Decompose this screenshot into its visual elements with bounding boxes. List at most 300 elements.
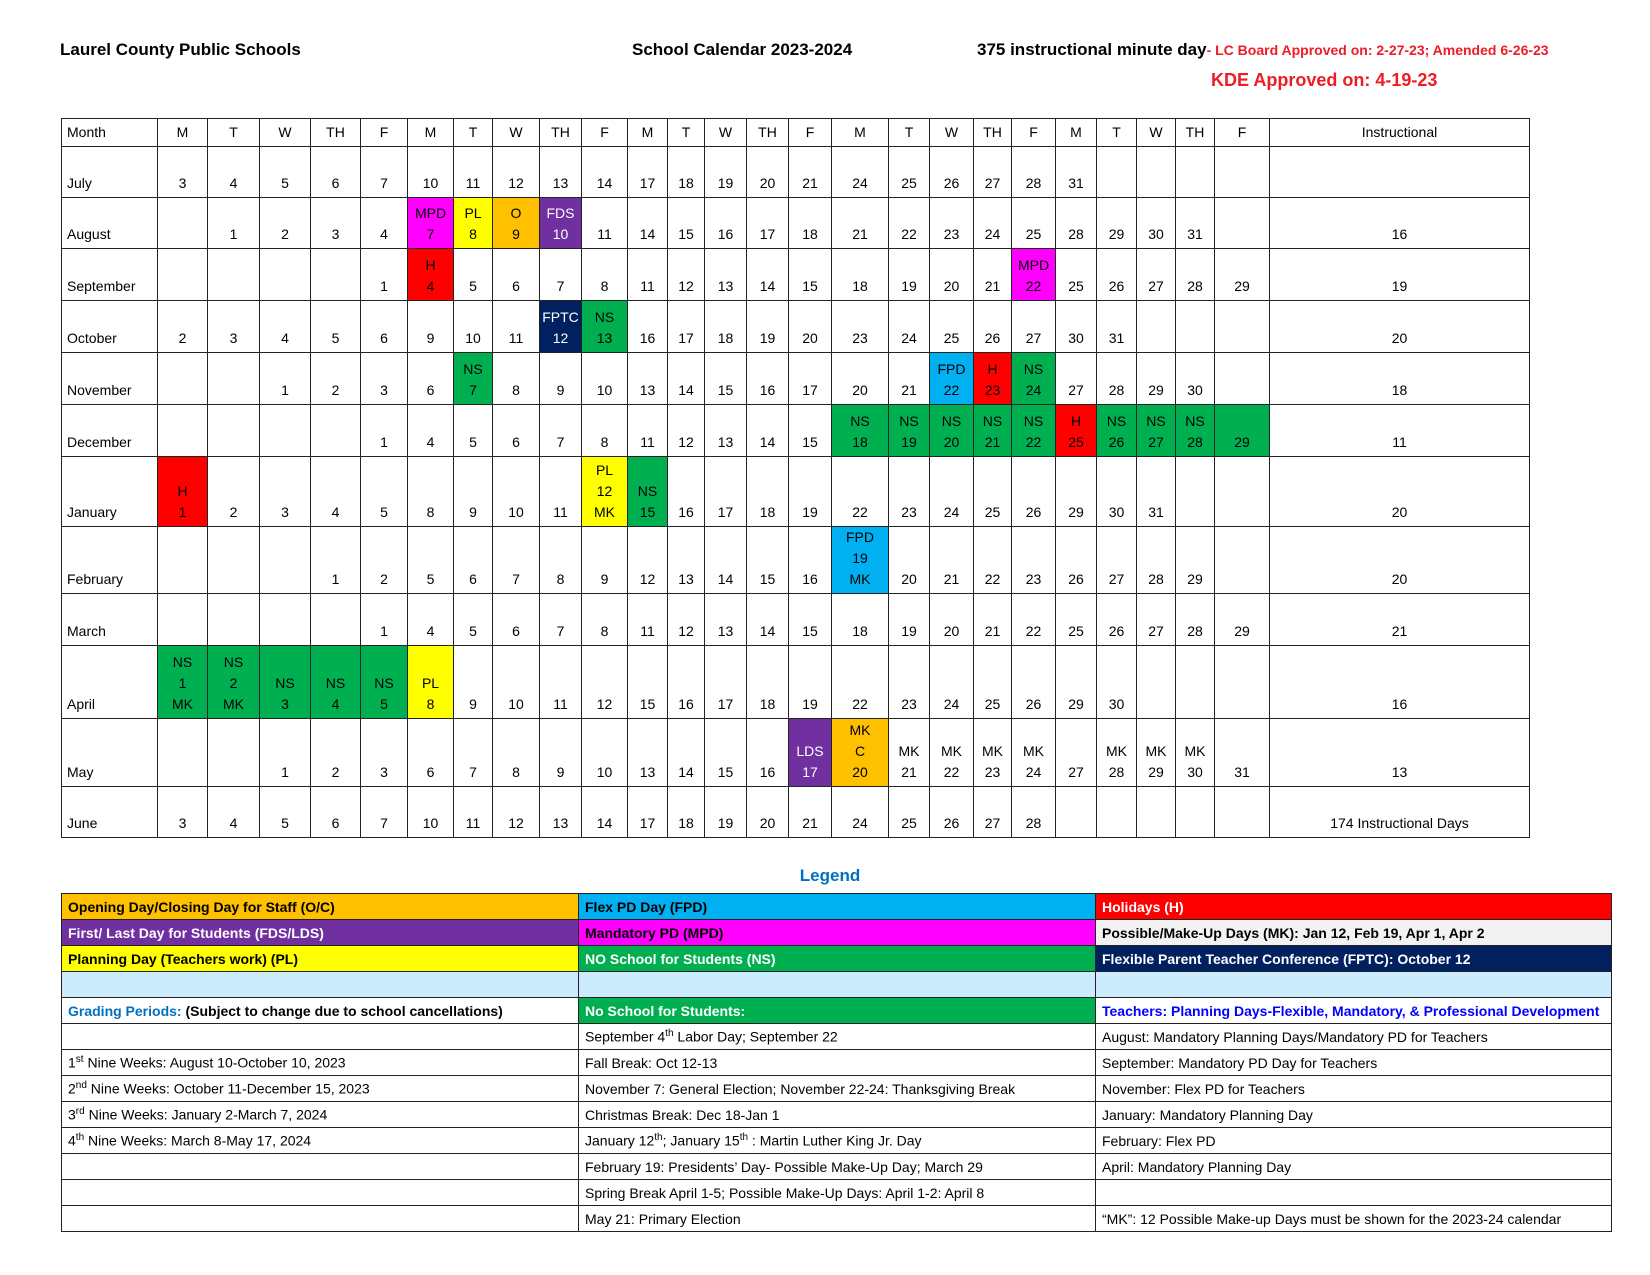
weekday-header: T	[889, 119, 930, 147]
weekday-header: M	[832, 119, 889, 147]
day-cell: 6	[361, 301, 408, 353]
calendar-row-october	[62, 301, 1530, 353]
day-cell: 4	[311, 457, 361, 527]
day-cell: 17	[705, 457, 747, 527]
day-cell: 27	[974, 147, 1012, 198]
day-cell: 6	[454, 527, 493, 594]
day-cell: 6	[311, 147, 361, 198]
instructional-days: 174 Instructional Days	[1270, 787, 1530, 838]
day-cell: 12	[668, 594, 705, 646]
instructional-days: 16	[1270, 646, 1530, 719]
day-cell: 11	[493, 301, 540, 353]
day-cell: 16	[668, 457, 705, 527]
day-cell: 29	[1056, 646, 1097, 719]
day-cell: MPD 7	[408, 198, 454, 249]
day-cell: 31	[1137, 457, 1176, 527]
day-cell: 7	[540, 594, 582, 646]
teachers-heading: Teachers: Planning Days-Flexible, Mandatory, & Professional Development	[1096, 998, 1612, 1024]
day-cell: 24	[889, 301, 930, 353]
day-cell: 5	[260, 787, 311, 838]
day-cell: 7	[361, 787, 408, 838]
grading-label: Grading Periods:	[68, 1002, 182, 1019]
legend-detail-row	[62, 1076, 1612, 1102]
no-school-cell: Christmas Break: Dec 18-Jan 1	[579, 1102, 1096, 1128]
day-cell: 1	[311, 527, 361, 594]
day-cell: MK 23	[974, 719, 1012, 787]
legend-no-school: NO School for Students (NS)	[579, 946, 1096, 972]
day-cell: 1	[361, 405, 408, 457]
day-cell: 26	[1097, 594, 1137, 646]
weekday-header: M	[408, 119, 454, 147]
legend-key-row	[62, 946, 1612, 972]
day-cell: 19	[789, 457, 832, 527]
day-cell	[208, 527, 260, 594]
day-cell: 7	[493, 527, 540, 594]
day-cell: 21	[974, 249, 1012, 301]
weekday-header: T	[454, 119, 493, 147]
day-cell	[260, 405, 311, 457]
day-cell: 25	[889, 787, 930, 838]
legend-detail-row	[62, 1050, 1612, 1076]
day-cell: 16	[789, 527, 832, 594]
day-cell: 25	[1056, 249, 1097, 301]
month-label: August	[62, 198, 158, 249]
day-cell: 20	[789, 301, 832, 353]
day-cell	[208, 594, 260, 646]
day-cell: 23	[930, 198, 974, 249]
day-cell: 12	[493, 787, 540, 838]
day-cell: 14	[705, 527, 747, 594]
instructional-days: 20	[1270, 527, 1530, 594]
calendar-row-may	[62, 719, 1530, 787]
legend-detail-row	[62, 1102, 1612, 1128]
day-cell: 23	[889, 457, 930, 527]
day-cell: 12	[668, 405, 705, 457]
day-cell: 13	[540, 147, 582, 198]
day-cell: O 9	[493, 198, 540, 249]
weekday-header: TH	[540, 119, 582, 147]
instructional-header: Instructional	[1270, 119, 1530, 147]
day-cell: 18	[747, 457, 789, 527]
day-cell: 11	[454, 787, 493, 838]
day-cell: 17	[628, 147, 668, 198]
day-cell: 4	[408, 594, 454, 646]
day-cell: 11	[628, 249, 668, 301]
calendar-row-june	[62, 787, 1530, 838]
day-cell: 16	[747, 353, 789, 405]
day-cell: 18	[668, 787, 705, 838]
weekday-header: TH	[1176, 119, 1215, 147]
day-cell: 9	[540, 719, 582, 787]
day-cell: 30	[1056, 301, 1097, 353]
day-cell	[1097, 787, 1137, 838]
day-cell: 26	[1056, 527, 1097, 594]
day-cell: NS 22	[1012, 405, 1056, 457]
legend-table	[61, 893, 1612, 1232]
grading-period-cell	[62, 1206, 579, 1232]
no-school-cell: January 12th; January 15th : Martin Luther King Jr. Day	[579, 1128, 1096, 1154]
instructional-days: 20	[1270, 301, 1530, 353]
legend-detail-row	[62, 1206, 1612, 1232]
day-cell: 18	[832, 594, 889, 646]
day-cell: 6	[493, 249, 540, 301]
day-cell: 15	[789, 405, 832, 457]
day-cell: 20	[930, 594, 974, 646]
spacer-cell	[62, 972, 579, 998]
day-cell: 19	[789, 646, 832, 719]
day-cell: 14	[747, 594, 789, 646]
teacher-day-cell: November: Flex PD for Teachers	[1096, 1076, 1612, 1102]
day-cell: 25	[974, 457, 1012, 527]
day-cell: MK 30	[1176, 719, 1215, 787]
day-cell: 4	[361, 198, 408, 249]
day-cell	[1215, 147, 1270, 198]
day-cell: 15	[789, 249, 832, 301]
day-cell: 30	[1097, 646, 1137, 719]
day-cell	[158, 249, 208, 301]
day-cell	[1215, 198, 1270, 249]
day-cell	[1176, 787, 1215, 838]
day-cell	[158, 198, 208, 249]
weekday-header: TH	[974, 119, 1012, 147]
day-cell: 25	[1012, 198, 1056, 249]
day-cell: 8	[408, 457, 454, 527]
legend-key-row	[62, 920, 1612, 946]
day-cell: 29	[1056, 457, 1097, 527]
legend-title: Legend	[799, 866, 861, 885]
day-cell: 18	[705, 301, 747, 353]
day-cell: 8	[493, 719, 540, 787]
day-cell: 5	[454, 249, 493, 301]
day-cell: H 1	[158, 457, 208, 527]
day-cell: 17	[668, 301, 705, 353]
day-cell: 21	[832, 198, 889, 249]
instructional-days: 21	[1270, 594, 1530, 646]
day-cell: 11	[454, 147, 493, 198]
month-label: November	[62, 353, 158, 405]
weekday-header: F	[1012, 119, 1056, 147]
day-cell: 15	[747, 527, 789, 594]
spacer-cell	[1096, 972, 1612, 998]
day-cell: NS 13	[582, 301, 628, 353]
day-cell: 6	[311, 787, 361, 838]
day-cell: 30	[1176, 353, 1215, 405]
legend-heading-row	[62, 998, 1612, 1024]
day-cell: 13	[540, 787, 582, 838]
day-cell: 30	[1137, 198, 1176, 249]
day-cell: 15	[628, 646, 668, 719]
day-cell: 10	[582, 719, 628, 787]
day-cell: 27	[1137, 249, 1176, 301]
day-cell: 1	[260, 353, 311, 405]
day-cell: 11	[582, 198, 628, 249]
weekday-header: T	[1097, 119, 1137, 147]
grading-period-cell	[62, 1024, 579, 1050]
day-cell: 2	[311, 353, 361, 405]
day-cell: 20	[832, 353, 889, 405]
month-label: March	[62, 594, 158, 646]
day-cell: 25	[1056, 594, 1097, 646]
day-cell: 14	[668, 353, 705, 405]
day-cell: 1	[208, 198, 260, 249]
day-cell: MK 21	[889, 719, 930, 787]
day-cell: 27	[1056, 719, 1097, 787]
day-cell: 29	[1215, 249, 1270, 301]
day-cell	[158, 719, 208, 787]
legend-detail-row	[62, 1180, 1612, 1206]
day-cell	[158, 405, 208, 457]
day-cell: 6	[408, 719, 454, 787]
day-cell: MK 22	[930, 719, 974, 787]
day-cell: 2	[361, 527, 408, 594]
day-cell: 28	[1137, 527, 1176, 594]
spacer-cell	[579, 972, 1096, 998]
day-cell: 27	[1137, 594, 1176, 646]
month-label: January	[62, 457, 158, 527]
day-cell: 19	[705, 787, 747, 838]
no-school-heading: No School for Students:	[579, 998, 1096, 1024]
district-name: Laurel County Public Schools	[60, 40, 301, 59]
day-cell: 25	[930, 301, 974, 353]
day-cell: 14	[747, 405, 789, 457]
day-cell: 13	[705, 594, 747, 646]
legend-planning-day: Planning Day (Teachers work) (PL)	[62, 946, 579, 972]
day-cell	[1215, 353, 1270, 405]
day-cell: H 25	[1056, 405, 1097, 457]
board-approved: - LC Board Approved on: 2-27-23; Amended 6-26-23	[1206, 42, 1549, 58]
day-cell: 22	[974, 527, 1012, 594]
day-cell: 7	[540, 249, 582, 301]
weekday-header: W	[493, 119, 540, 147]
grading-period-cell: 1st Nine Weeks: August 10-October 10, 2023	[62, 1050, 579, 1076]
day-cell: 26	[1012, 646, 1056, 719]
day-cell: 26	[930, 787, 974, 838]
day-cell	[158, 527, 208, 594]
legend-flex-pd: Flex PD Day (FPD)	[579, 894, 1096, 920]
no-school-cell: Spring Break April 1-5; Possible Make-Up Days: April 1-2: April 8	[579, 1180, 1096, 1206]
day-cell: 18	[668, 147, 705, 198]
weekday-header: TH	[311, 119, 361, 147]
day-cell: 3	[158, 147, 208, 198]
day-cell: 20	[930, 249, 974, 301]
day-cell: H 4	[408, 249, 454, 301]
weekday-header: F	[582, 119, 628, 147]
day-cell	[1176, 457, 1215, 527]
day-cell: 12	[628, 527, 668, 594]
day-cell: 12	[668, 249, 705, 301]
legend-spacer-row	[62, 972, 1612, 998]
teacher-day-cell: February: Flex PD	[1096, 1128, 1612, 1154]
calendar-row-september	[62, 249, 1530, 301]
day-cell: 3	[361, 719, 408, 787]
day-cell: 3	[208, 301, 260, 353]
day-cell: NS 4	[311, 646, 361, 719]
day-cell: 4	[408, 405, 454, 457]
instructional-days: 18	[1270, 353, 1530, 405]
day-cell: 30	[1097, 457, 1137, 527]
day-cell	[311, 594, 361, 646]
day-cell	[208, 405, 260, 457]
day-cell: 21	[974, 594, 1012, 646]
day-cell	[260, 527, 311, 594]
day-cell: 10	[408, 147, 454, 198]
day-cell: 18	[789, 198, 832, 249]
weekday-header: W	[930, 119, 974, 147]
day-cell	[158, 353, 208, 405]
day-cell: 22	[889, 198, 930, 249]
day-cell	[1137, 301, 1176, 353]
day-cell: NS 19	[889, 405, 930, 457]
day-cell: PL 12 MK	[582, 457, 628, 527]
kde-approved: KDE Approved on: 4-19-23	[1211, 70, 1438, 90]
day-cell: 21	[930, 527, 974, 594]
day-cell: 29	[1215, 405, 1270, 457]
day-cell	[1097, 147, 1137, 198]
day-cell: 28	[1056, 198, 1097, 249]
weekday-header: M	[1056, 119, 1097, 147]
day-cell: NS 7	[454, 353, 493, 405]
weekday-header: M	[158, 119, 208, 147]
weekday-header: F	[361, 119, 408, 147]
weekday-header: TH	[747, 119, 789, 147]
day-cell: 5	[408, 527, 454, 594]
day-cell: 26	[974, 301, 1012, 353]
day-cell: 8	[582, 249, 628, 301]
day-cell: MK 28	[1097, 719, 1137, 787]
day-cell: 10	[454, 301, 493, 353]
month-header: Month	[62, 119, 158, 147]
day-cell	[158, 594, 208, 646]
legend-opening-closing: Opening Day/Closing Day for Staff (O/C)	[62, 894, 579, 920]
no-school-cell: May 21: Primary Election	[579, 1206, 1096, 1232]
calendar-row-april	[62, 646, 1530, 719]
day-cell: 29	[1215, 594, 1270, 646]
day-cell: 25	[889, 147, 930, 198]
day-cell: 12	[493, 147, 540, 198]
day-cell: 11	[628, 594, 668, 646]
day-cell: 4	[208, 147, 260, 198]
day-cell: 16	[705, 198, 747, 249]
teacher-day-cell	[1096, 1180, 1612, 1206]
day-cell: 28	[1176, 594, 1215, 646]
day-cell: 1	[260, 719, 311, 787]
day-cell	[311, 249, 361, 301]
day-cell: 19	[889, 594, 930, 646]
day-cell: 28	[1176, 249, 1215, 301]
legend-detail-row	[62, 1128, 1612, 1154]
day-cell: 8	[582, 594, 628, 646]
day-cell: NS 24	[1012, 353, 1056, 405]
grading-note: (Subject to change due to school cancellations)	[181, 1002, 503, 1019]
day-cell: 11	[540, 646, 582, 719]
day-cell: 5	[311, 301, 361, 353]
day-cell: 22	[832, 457, 889, 527]
day-cell: 13	[705, 405, 747, 457]
day-cell: 14	[668, 719, 705, 787]
day-cell: NS 2 MK	[208, 646, 260, 719]
calendar-header-row	[62, 119, 1530, 147]
day-cell: 8	[540, 527, 582, 594]
day-cell: 17	[628, 787, 668, 838]
day-cell	[1176, 147, 1215, 198]
day-cell: 4	[260, 301, 311, 353]
day-cell: 25	[974, 646, 1012, 719]
day-cell: 11	[628, 405, 668, 457]
day-cell: NS 3	[260, 646, 311, 719]
day-cell: 24	[974, 198, 1012, 249]
day-cell: 6	[408, 353, 454, 405]
day-cell: 9	[454, 457, 493, 527]
day-cell: 20	[889, 527, 930, 594]
day-cell: 23	[889, 646, 930, 719]
month-label: July	[62, 147, 158, 198]
day-cell: FDS 10	[540, 198, 582, 249]
day-cell: 6	[493, 405, 540, 457]
day-cell: 14	[582, 787, 628, 838]
calendar-row-august	[62, 198, 1530, 249]
day-cell	[260, 594, 311, 646]
day-cell: 5	[454, 405, 493, 457]
day-cell: 27	[1056, 353, 1097, 405]
teacher-day-cell: January: Mandatory Planning Day	[1096, 1102, 1612, 1128]
teacher-day-cell: September: Mandatory PD Day for Teachers	[1096, 1050, 1612, 1076]
day-cell: 28	[1012, 787, 1056, 838]
day-cell	[1137, 147, 1176, 198]
day-cell	[311, 405, 361, 457]
day-cell: 2	[158, 301, 208, 353]
day-cell	[208, 249, 260, 301]
month-label: December	[62, 405, 158, 457]
weekday-header: T	[208, 119, 260, 147]
instructional-days	[1270, 147, 1530, 198]
day-cell: FPTC 12	[540, 301, 582, 353]
day-cell	[1176, 301, 1215, 353]
weekday-header: F	[1215, 119, 1270, 147]
day-cell: 5	[260, 147, 311, 198]
legend-make-up-days: Possible/Make-Up Days (MK): Jan 12, Feb 19, Apr 1, Apr 2	[1096, 920, 1612, 946]
day-cell: 17	[747, 198, 789, 249]
no-school-cell: September 4th Labor Day; September 22	[579, 1024, 1096, 1050]
grading-period-cell	[62, 1154, 579, 1180]
calendar-row-july	[62, 147, 1530, 198]
weekday-header: M	[628, 119, 668, 147]
day-cell: 9	[540, 353, 582, 405]
day-cell: 4	[208, 787, 260, 838]
grading-heading	[62, 998, 579, 1024]
day-cell: 21	[789, 147, 832, 198]
day-cell: 13	[668, 527, 705, 594]
day-cell: 15	[705, 719, 747, 787]
day-cell: 18	[832, 249, 889, 301]
day-cell: 14	[582, 147, 628, 198]
day-cell: 26	[1012, 457, 1056, 527]
day-cell: PL 8	[408, 646, 454, 719]
day-cell: NS 18	[832, 405, 889, 457]
grading-period-cell	[62, 1180, 579, 1206]
day-cell: 1	[361, 594, 408, 646]
day-cell: 22	[832, 646, 889, 719]
day-cell: 19	[747, 301, 789, 353]
day-cell: MK 24	[1012, 719, 1056, 787]
day-cell	[260, 249, 311, 301]
grading-period-cell: 2nd Nine Weeks: October 11-December 15, 2023	[62, 1076, 579, 1102]
calendar-grid	[61, 118, 1530, 838]
day-cell: 7	[540, 405, 582, 457]
day-cell: 9	[408, 301, 454, 353]
day-cell: 17	[789, 353, 832, 405]
day-cell: 16	[628, 301, 668, 353]
day-cell: MK 29	[1137, 719, 1176, 787]
